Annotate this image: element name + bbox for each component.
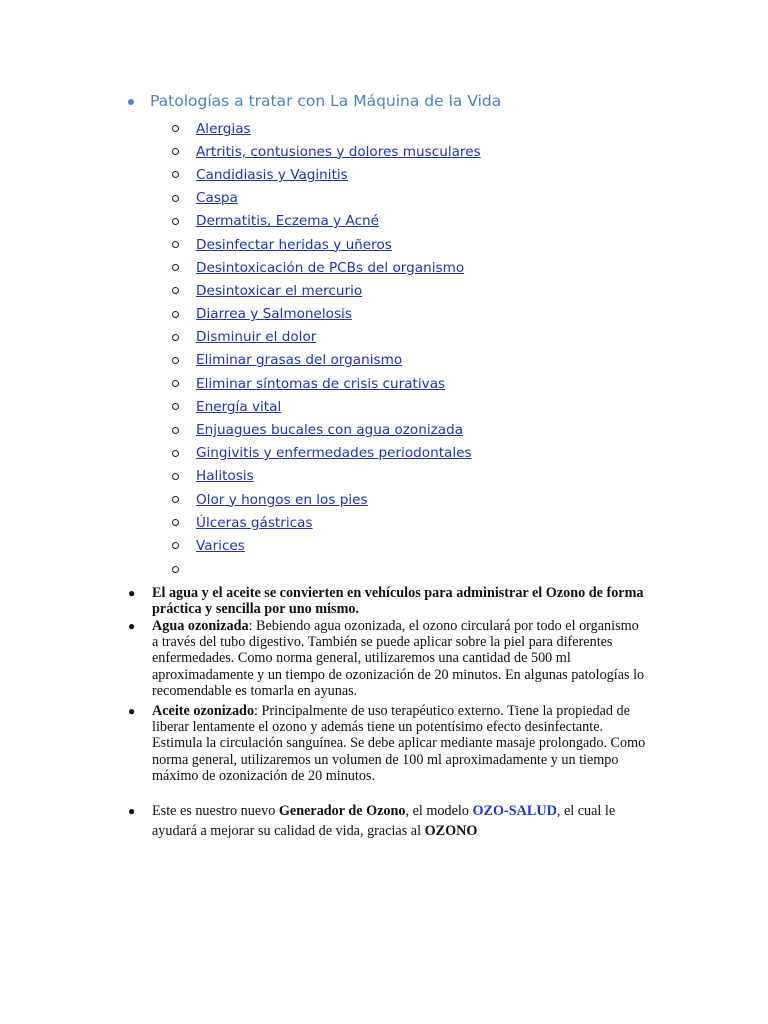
link-grasas[interactable]: Eliminar grasas del organismo	[196, 352, 403, 369]
link-halitosis[interactable]: Halitosis	[196, 468, 254, 485]
list-item	[172, 558, 481, 581]
final-text-part: , el modelo	[405, 803, 473, 819]
link-crisis-curativas[interactable]: Eliminar síntomas de crisis curativas	[196, 375, 446, 392]
link-dermatitis[interactable]: Dermatitis, Eczema y Acné	[196, 213, 380, 230]
circle-bullet-icon	[172, 218, 179, 225]
circle-bullet-icon	[172, 473, 179, 480]
aceite-text	[152, 703, 648, 784]
list-item	[172, 326, 481, 349]
section-heading	[128, 92, 501, 110]
link-desintoxicar-mercurio[interactable]: Desintoxicar el mercurio	[196, 282, 363, 299]
link-varices[interactable]: Varices	[196, 537, 245, 554]
bullet-icon: ●	[128, 804, 136, 818]
list-item	[172, 395, 481, 418]
agua-description: : Bebiendo agua ozonizada, el ozono circulará por todo el organismo a través del tubo digestivo. También se puede aplicar sobre la piel para diferentes enfermedades. Como norma general, utilizaremos una cantidad de 500 ml aproximadamente y un tiempo de ozonización de 20 minutos. En algunas patologías lo recomendable es tomarla en ayunas.	[152, 618, 645, 699]
intro-text: El agua y el aceite se convierten en vehículos para administrar el Ozono de forma práctica y sencilla por uno mismo.	[152, 585, 644, 618]
final-text-part: Este es nuestro nuevo	[152, 803, 279, 819]
list-item	[172, 279, 481, 302]
circle-bullet-icon	[172, 496, 179, 503]
link-alergias[interactable]: Alergias	[196, 120, 251, 137]
agua-term: Agua ozonizada	[152, 618, 249, 634]
link-candidiasis[interactable]: Candidiasis y Vaginitis	[196, 166, 348, 183]
link-energia-vital[interactable]: Energía vital	[196, 398, 282, 415]
aceite-term: Aceite ozonizado	[152, 703, 255, 719]
list-item	[172, 442, 481, 465]
circle-bullet-icon	[172, 148, 179, 155]
generator-name: Generador de Ozono	[278, 803, 406, 819]
pathology-list	[172, 117, 481, 581]
link-diarrea[interactable]: Diarrea y Salmonelosis	[196, 306, 352, 323]
list-item	[172, 349, 481, 372]
bullet-icon: ●	[128, 586, 136, 600]
circle-bullet-icon	[172, 542, 179, 549]
aceite-description: : Principalmente de uso terapéutico externo. Tiene la propiedad de liberar lentamente el ozono y además tiene un potentísimo efecto desinfectante. Estimula la circulación sanguínea. Se debe aplicar mediante masaje prolongado. Como norma general, utilizaremos un volumen de 100 ml aproximadamente y un tiempo máximo de ozonización de 20 minutos.	[152, 703, 646, 784]
circle-bullet-icon	[172, 125, 179, 132]
bullet-icon: ●	[128, 704, 136, 718]
link-desintoxicacion-pcbs[interactable]: Desintoxicación de PCBs del organismo	[196, 259, 465, 276]
link-enjuagues[interactable]: Enjuagues bucales con agua ozonizada	[196, 422, 464, 439]
list-item	[172, 163, 481, 186]
circle-bullet-icon	[172, 427, 179, 434]
heading-text: Patologías a tratar con La Máquina de la Vida	[150, 92, 502, 110]
list-item	[172, 233, 481, 256]
circle-bullet-icon	[172, 195, 179, 202]
final-paragraph	[128, 801, 648, 841]
circle-bullet-icon	[172, 403, 179, 410]
final-text-part: , el cual le ayudará a mejorar su calidad de vida, gracias al	[152, 803, 616, 839]
circle-bullet-icon	[172, 357, 179, 364]
link-hongos-pies[interactable]: Olor y hongos en los pies	[196, 491, 368, 508]
circle-bullet-icon	[172, 519, 179, 526]
circle-bullet-icon	[172, 264, 179, 271]
link-artritis[interactable]: Artritis, contusiones y dolores musculares	[196, 143, 481, 160]
list-item	[172, 488, 481, 511]
list-item	[172, 465, 481, 488]
agua-text	[152, 618, 648, 699]
list-item	[172, 256, 481, 279]
circle-bullet-icon	[172, 171, 179, 178]
list-item	[172, 534, 481, 557]
list-item	[172, 372, 481, 395]
bullet-icon: ●	[128, 619, 136, 633]
link-gingivitis[interactable]: Gingivitis y enfermedades periodontales	[196, 445, 472, 462]
list-item	[172, 140, 481, 163]
circle-bullet-icon	[172, 287, 179, 294]
bullet-icon	[128, 99, 134, 105]
agua-paragraph	[128, 618, 648, 699]
list-item	[172, 210, 481, 233]
list-item	[172, 511, 481, 534]
link-dolor[interactable]: Disminuir el dolor	[196, 329, 317, 346]
final-text	[152, 801, 648, 841]
circle-bullet-icon	[172, 311, 179, 318]
link-caspa[interactable]: Caspa	[196, 190, 238, 207]
intro-paragraph	[128, 585, 648, 617]
ozono-word: OZONO	[424, 823, 478, 839]
circle-bullet-icon	[172, 380, 179, 387]
circle-bullet-icon	[172, 334, 179, 341]
link-desinfectar[interactable]: Desinfectar heridas y uñeros	[196, 236, 392, 253]
circle-bullet-icon	[172, 241, 179, 248]
list-item	[172, 303, 481, 326]
list-item	[172, 418, 481, 441]
model-name: OZO-SALUD	[472, 803, 557, 819]
circle-bullet-icon	[172, 450, 179, 457]
link-ulceras[interactable]: Úlceras gástricas	[196, 514, 313, 531]
list-item	[172, 117, 481, 140]
circle-bullet-icon	[172, 566, 179, 573]
list-item	[172, 187, 481, 210]
aceite-paragraph	[128, 703, 648, 784]
